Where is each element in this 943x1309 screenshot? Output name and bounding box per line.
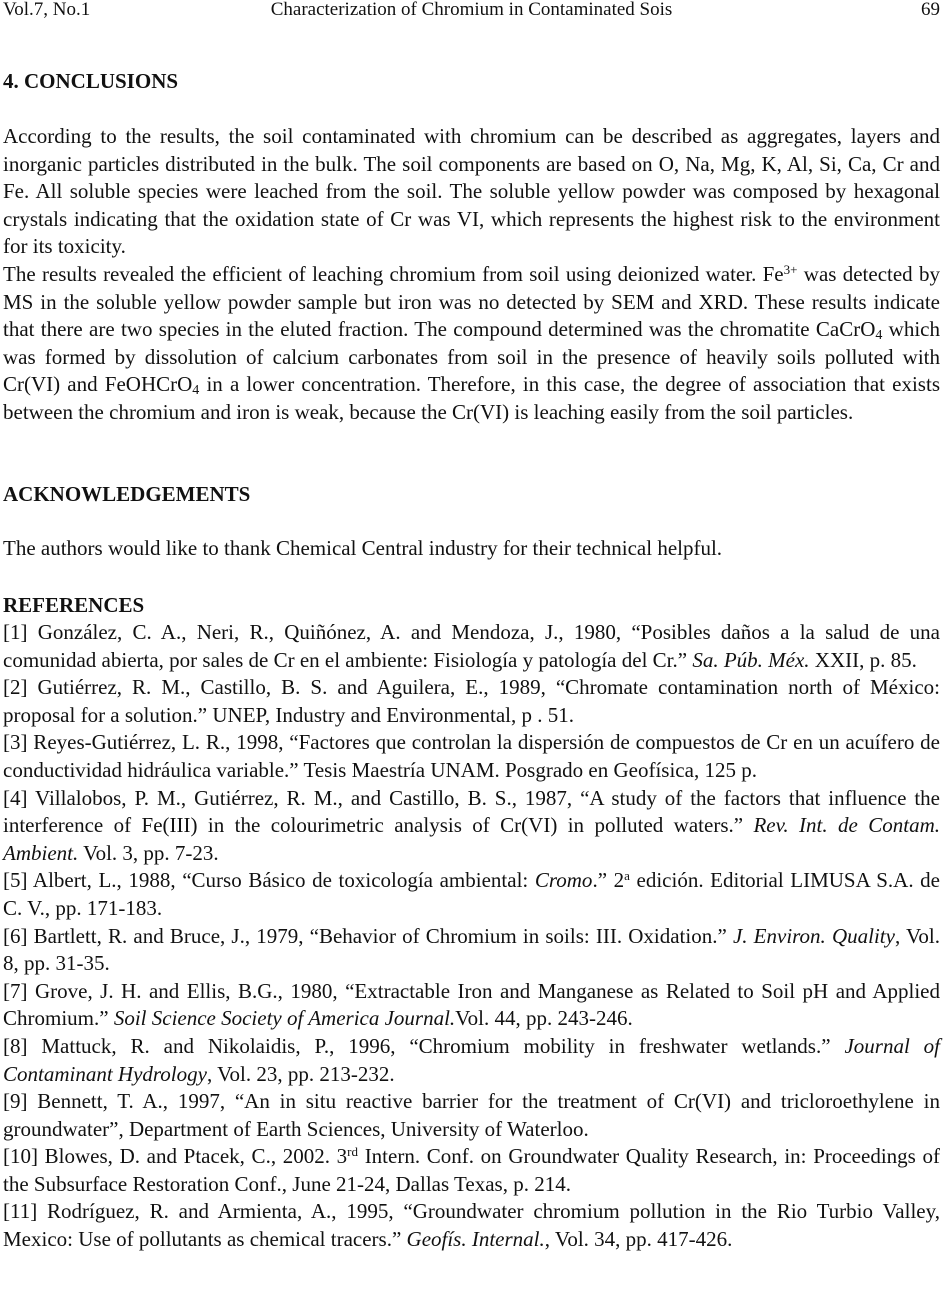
text-segment: [4] Villalobos, P. M., Gutiérrez, R. M., and Castillo, B. S., 1987, “A study of the factors that influence the interference of Fe(III) in the colourimetric analysis of Cr(VI) in polluted waters.” <box>3 785 940 838</box>
reference-item <box>3 1033 940 1088</box>
text-segment: Vol. 44, pp. 243-246. <box>455 1006 633 1031</box>
text-segment: Vol. 3, pp. 7-23. <box>78 840 219 865</box>
text-segment: [2] Gutiérrez, R. M., Castillo, B. S. and Aguilera, E., 1989, “Chromate contamination north of México: proposal for a solution.” UNEP, Industry and Environmental, p . 51. <box>3 675 940 727</box>
reference-item <box>3 729 940 784</box>
references-list <box>3 619 940 1254</box>
journal-volume: Vol.7, No.1 <box>3 0 91 20</box>
reference-item <box>3 619 940 674</box>
text-segment: [8] Mattuck, R. and Nikolaidis, P., 1996, “Chromium mobility in freshwater wetlands.” <box>3 1033 845 1058</box>
running-title: Characterization of Chromium in Contaminated Sois <box>270 0 673 20</box>
acknowledgements-heading: ACKNOWLEDGEMENTS <box>3 482 251 506</box>
subscript-text: 4 <box>192 383 200 399</box>
text-segment: .” 2 <box>592 868 625 893</box>
text-segment: [5] Albert, L., 1988, “Curso Básico de toxicología ambiental: <box>3 868 535 893</box>
reference-item <box>3 1198 940 1253</box>
italic-text: Journal of Contaminant Hydrology <box>3 1033 941 1086</box>
italic-text: Soil Science Society of America Journal. <box>113 1006 456 1031</box>
text-segment: , Vol. 23, pp. 213-232. <box>206 1061 395 1086</box>
text-segment: , Vol. 8, pp. 31-35. <box>3 923 940 976</box>
reference-item <box>3 1143 940 1198</box>
conclusions-paragraph <box>3 123 940 261</box>
supscript-text: 3+ <box>783 261 798 277</box>
text-segment: [6] Bartlett, R. and Bruce, J., 1979, “Behavior of Chromium in soils: III. Oxidation.” <box>3 923 733 948</box>
references-heading: REFERENCES <box>3 593 145 617</box>
italic-text: Rev. Int. de Contam. Ambient. <box>3 813 940 865</box>
reference-item <box>3 978 940 1033</box>
italic-text: Cromo <box>534 868 593 893</box>
italic-text: J. Environ. Quality <box>732 923 895 948</box>
reference-item <box>3 867 940 922</box>
italic-text: Sa. Púb. Méx. <box>692 647 810 672</box>
conclusions-paragraph <box>3 261 940 427</box>
text-segment: [11] Rodríguez, R. and Armienta, A., 1995, “Groundwater chromium pollution in the Rio Turbio Valley, Mexico: Use of pollutants as chemical tracers.” <box>3 1199 940 1252</box>
conclusions-body <box>3 123 940 427</box>
page-number: 69 <box>921 0 940 20</box>
text-segment: which was formed by dissolution of calcium carbonates from soil in the presence of heavily soils polluted with Cr(VI) and FeOHCrO <box>3 317 940 397</box>
reference-item <box>3 1088 940 1143</box>
text-segment: [7] Grove, J. H. and Ellis, B.G., 1980, “Extractable Iron and Manganese as Related to Soil pH and Applied Chromium.” <box>3 978 940 1031</box>
text-segment: The results revealed the efficient of leaching chromium from soil using deionized water. Fe <box>3 261 784 286</box>
subscript-text: 4 <box>875 328 883 344</box>
text-segment: in a lower concentration. Therefore, in this case, the degree of association that exists between the chromium and iron is weak, because the Cr(VI) is leaching easily from the soil particles. <box>3 372 940 424</box>
text-segment: [1] González, C. A., Neri, R., Quiñónez, A. and Mendoza, J., 1980, “Posibles daños a la salud de una comunidad abierta, por sales de Cr en el ambiente: Fisiología y patología del Cr.” <box>3 620 940 672</box>
running-header <box>3 0 940 22</box>
text-segment: According to the results, the soil contaminated with chromium can be described as aggregates, layers and inorganic particles distributed in the bulk. The soil components are based on O, Na, Mg, K, Al, Si, Ca, Cr and Fe. All soluble species were leached from the soil. The soluble yellow powder was composed by hexagonal crystals indicating that the oxidation state of Cr was VI, which represents the highest risk to the environment for its toxicity. <box>3 124 940 259</box>
acknowledgements-text: The authors would like to thank Chemical Central industry for their technical helpful. <box>3 536 723 560</box>
italic-text: Geofís. Internal. <box>406 1227 545 1252</box>
text-segment: edición. Editorial LIMUSA S.A. de C. V., pp. 171-183. <box>3 868 940 920</box>
conclusions-heading: 4. CONCLUSIONS <box>3 69 179 93</box>
supscript-text: rd <box>347 1144 359 1160</box>
text-segment: , Vol. 34, pp. 417-426. <box>544 1227 733 1252</box>
reference-item <box>3 923 940 978</box>
text-segment: [3] Reyes-Gutiérrez, L. R., 1998, “Factores que controlan la dispersión de compuestos de Cr en un acuífero de conductividad hidráulica variable.” Tesis Maestría UNAM. Posgrado en Geofísica, 125 p. <box>3 730 940 782</box>
text-segment: XXII, p. 85. <box>809 647 917 672</box>
text-segment: Intern. Conf. on Groundwater Quality Research, in: Proceedings of the Subsurface Restoration Conf., June 21-24, Dallas Texas, p. 214. <box>3 1144 940 1196</box>
reference-item <box>3 785 940 868</box>
text-segment: [10] Blowes, D. and Ptacek, C., 2002. 3 <box>3 1144 348 1169</box>
supscript-text: a <box>624 868 630 884</box>
text-segment: [9] Bennett, T. A., 1997, “An in situ reactive barrier for the treatment of Cr(VI) and tricloroethylene in groundwater”, Department of Earth Sciences, University of Waterloo. <box>3 1089 940 1141</box>
reference-item <box>3 674 940 729</box>
text-segment: was detected by MS in the soluble yellow powder sample but iron was no detected by SEM and XRD. These results indicate that there are two species in the eluted fraction. The compound determined was the chromatite CaCrO <box>3 261 940 342</box>
